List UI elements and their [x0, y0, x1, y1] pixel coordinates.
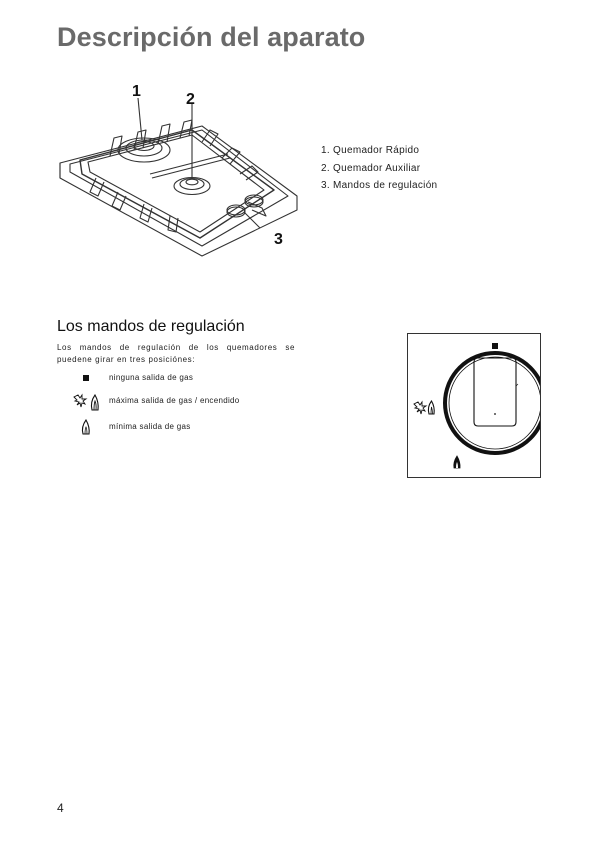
knob-handle [474, 358, 516, 426]
parts-legend [321, 142, 437, 195]
hob-illustration [52, 78, 312, 278]
position-label: ninguna salida de gas [109, 373, 194, 382]
min-flame-icon [454, 456, 460, 468]
callout-3: 3 [274, 231, 283, 248]
off-square-icon [492, 343, 498, 349]
callout-2: 2 [186, 91, 195, 108]
position-item [72, 417, 312, 437]
max-flame-spark-icon [72, 392, 104, 412]
max-flame-spark-icon [414, 401, 434, 414]
section-heading: Los mandos de regulación [57, 318, 245, 335]
position-label: mínima salida de gas [109, 422, 191, 431]
page-title: Descripción del aparato [57, 22, 366, 52]
knob-ring [445, 353, 540, 453]
min-flame-icon [72, 417, 104, 437]
legend-item: 2. Quemador Auxiliar [321, 162, 421, 174]
section-intro: Los mandos de regulación de los quemadores se puedene girar en tres posiciónes: [57, 343, 295, 364]
off-square-icon [72, 370, 104, 390]
callout-1: 1 [132, 83, 141, 100]
position-item [72, 370, 312, 390]
position-label: máxima salida de gas / encendido [109, 396, 240, 405]
page-number: 4 [57, 801, 64, 815]
knob-diagram [407, 333, 541, 478]
knob-drawing [408, 334, 540, 477]
legend-item: 3. Mandos de regulación [321, 180, 438, 191]
legend-item: 1. Quemador Rápido [321, 145, 420, 156]
position-item [72, 392, 312, 412]
